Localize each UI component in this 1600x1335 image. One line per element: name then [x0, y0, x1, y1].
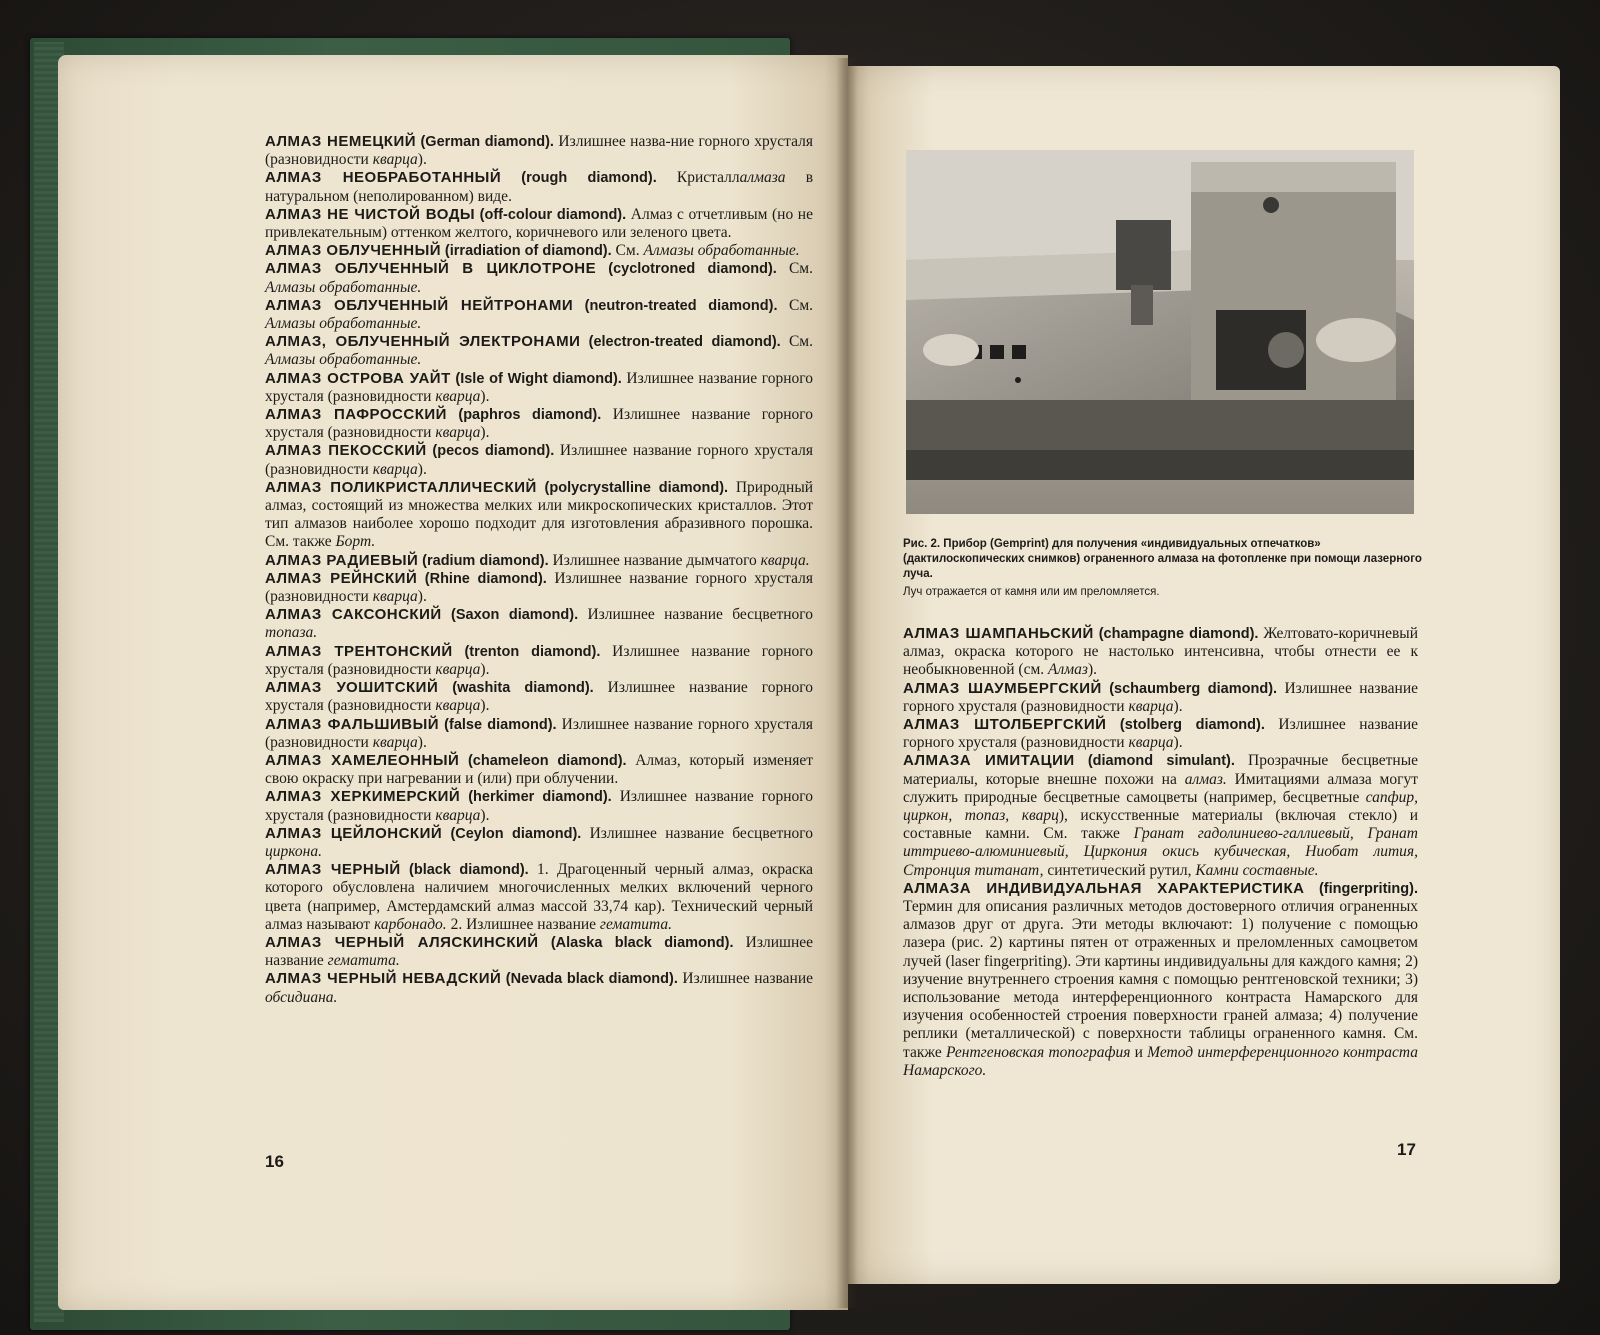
entry-definition-text: Излишнее назва-	[553, 133, 671, 150]
entry-definition-text: См.	[776, 260, 813, 278]
entry-cross-reference: циркона.	[265, 842, 322, 860]
entry-headword: АЛМАЗ ПАФРОССКИЙ	[265, 406, 447, 424]
entry-english-term: (neutron-treated diamond).	[584, 297, 778, 314]
entry-english-term: (cyclotroned diamond).	[608, 261, 777, 278]
entry-definition-text: Термин для описания различных методов достоверного отличия ограненных алмазов друг от друга. Эти методы включают: 1) получение с помощью лазера (рис. 2) картины пятен от отраженных и преломленных самоцветом лучей (laser fingerpriting). Эти картины индивидуальны для каждого камня; 2) изучение внутреннего строения камня с помощью рентгеновской техники; 3) использование метода интерференционного контраста Намарского для изучения особенностей строения поверхности граней алмаза; 4) получение реплики (металлической) с поверхности таблицы ограненного камня. См. также	[903, 898, 1418, 1061]
page-number-right: 17	[1397, 1140, 1416, 1159]
entry-definition-text: Излишнее название горного хрусталя (разновидности	[265, 406, 813, 442]
entry-headword: АЛМАЗ ЧЕРНЫЙ	[265, 861, 401, 879]
entry-english-term: (diamond simulant).	[1087, 753, 1235, 770]
entry-definition-text: Имитациями алмаза могут служить природные бесцветные самоцветы (например, бесцветные	[903, 770, 1418, 806]
entry-definition-text: Излишнее название горного хрусталя (разновидности	[903, 716, 1418, 752]
entry-headword: АЛМАЗ ПОЛИКРИСТАЛЛИЧЕСКИЙ	[265, 478, 537, 496]
dictionary-entry	[265, 570, 813, 606]
dictionary-entry	[265, 442, 813, 478]
entry-cross-reference: Рентгеновская топография	[945, 1043, 1131, 1061]
entry-cross-reference: Алмазы обработанные.	[265, 351, 422, 369]
entry-english-term: (electron-treated diamond).	[588, 334, 781, 351]
entry-definition-text: Природный алмаз, состоящий из множества мелких или микроскопических кристаллов. Этот тип алмазов наиболее хорошо подходит для изготовления абразивного порошка. См. также	[265, 478, 814, 551]
entry-definition-text: Кристалл	[656, 169, 740, 187]
dictionary-entry	[265, 788, 813, 824]
right-page-text	[903, 625, 1418, 1080]
entry-english-term: (Rhine diamond).	[424, 570, 547, 587]
dictionary-entry	[265, 679, 813, 715]
entry-definition-text: Алмаз, который изменяет свою окраску при нагревании и (или) при облучении.	[265, 751, 813, 788]
entry-definition-text: ).	[1173, 697, 1183, 715]
entry-definition-text: ние горного хрусталя (разновидности	[265, 133, 813, 169]
dictionary-entry	[903, 880, 1418, 1080]
dictionary-entry	[265, 133, 813, 169]
entry-definition-text: ).	[480, 697, 490, 715]
dictionary-entry	[265, 752, 813, 788]
dictionary-entry	[265, 934, 813, 970]
entry-definition-text: Излишнее название	[265, 933, 814, 970]
entry-english-term: (schaumberg diamond).	[1109, 680, 1278, 697]
dictionary-entry	[265, 297, 813, 333]
dictionary-entry	[903, 625, 1418, 680]
entry-cross-reference: сапфир, циркон, топаз, кварц	[903, 788, 1418, 825]
entry-cross-reference: кварца	[435, 387, 481, 405]
entry-headword: АЛМАЗ САКСОНСКИЙ	[265, 606, 442, 624]
dictionary-entry	[265, 552, 813, 570]
entry-headword: АЛМАЗ НЕМЕЦКИЙ	[265, 133, 417, 150]
entry-definition-text: ).	[1087, 661, 1097, 679]
entry-headword: АЛМАЗ ТРЕНТОНСКИЙ	[265, 642, 453, 660]
dictionary-entry	[265, 643, 813, 679]
entry-definition-text: в натуральном (неполированном) виде.	[265, 169, 814, 205]
entry-headword: АЛМАЗ, ОБЛУЧЕННЫЙ ЭЛЕКТРОНАМИ	[265, 333, 581, 351]
entry-english-term: (herkimer diamond).	[468, 789, 612, 806]
entry-english-term: (Nevada black diamond).	[505, 971, 678, 988]
dictionary-entry	[265, 606, 813, 642]
entry-definition-text: ).	[417, 733, 427, 751]
entry-cross-reference: гематита.	[599, 915, 673, 933]
dictionary-entry	[265, 333, 813, 369]
dictionary-entry	[265, 716, 813, 752]
entry-english-term: (black diamond).	[409, 862, 529, 879]
dictionary-entry	[903, 716, 1418, 752]
entry-definition-text: ).	[480, 424, 490, 442]
entry-english-term: (champagne diamond).	[1098, 626, 1259, 642]
entry-definition-text: ).	[480, 660, 490, 678]
entry-definition-text: Излишнее название горного хрусталя (разновидности	[265, 642, 813, 678]
figure-caption	[903, 537, 1423, 600]
entry-english-term: (radium diamond).	[422, 552, 549, 569]
dictionary-entry	[265, 970, 813, 1006]
entry-definition-text: См.	[780, 333, 813, 351]
entry-definition-text: ), искусственные материалы (включая стекло) и составные камни. См. также	[903, 807, 1418, 843]
dictionary-entry	[265, 825, 813, 861]
entry-cross-reference: кварца	[1128, 697, 1174, 715]
entry-headword: АЛМАЗ ФАЛЬШИВЫЙ	[265, 715, 440, 733]
entry-headword: АЛМАЗ НЕОБРАБОТАННЫЙ	[265, 169, 502, 187]
entry-english-term: (polycrystalline diamond).	[544, 479, 729, 496]
entry-definition-text: Излишнее название горного хрусталя (разновидности	[265, 788, 814, 824]
dictionary-entry	[265, 169, 813, 205]
entry-cross-reference: топаза.	[265, 624, 318, 642]
entry-english-term: (fingerpriting).	[1318, 880, 1419, 897]
entry-definition-text: Прозрачные бесцветные материалы, которые внешне похожи на	[903, 752, 1418, 788]
page-number-left: 16	[265, 1152, 284, 1171]
entry-headword: АЛМАЗ ЦЕЙЛОНСКИЙ	[265, 824, 443, 842]
entry-cross-reference: обсидиана.	[265, 988, 338, 1006]
entry-headword: АЛМАЗ ОБЛУЧЕННЫЙ НЕЙТРОНАМИ	[265, 296, 574, 314]
entry-english-term: (Ceylon diamond).	[450, 825, 582, 842]
entry-definition-text: Излишнее название дымчатого	[548, 551, 761, 569]
entry-definition-text: и	[1130, 1043, 1148, 1061]
entry-definition-text: Излишнее название бесцветного	[581, 824, 813, 842]
entry-definition-text: Излишнее название горного хрусталя (разновидности	[265, 442, 813, 478]
entry-headword: АЛМАЗ ХЕРКИМЕРСКИЙ	[265, 788, 461, 806]
dictionary-entry	[265, 406, 813, 442]
entry-cross-reference: алмаз.	[1184, 770, 1227, 788]
entry-cross-reference: Борт.	[335, 533, 376, 551]
entry-cross-reference: кварца	[435, 697, 481, 715]
entry-english-term: (Saxon diamond).	[451, 607, 579, 624]
entry-definition-text: ).	[417, 588, 427, 606]
entry-definition-text: Алмаз с отчетливым (но не привлекательным) оттенком желтого, коричневого или зеленого цвета.	[265, 205, 813, 242]
dictionary-entry	[265, 260, 813, 296]
entry-definition-text: 2. Излишнее название	[446, 915, 600, 933]
entry-english-term: (false diamond).	[444, 716, 557, 733]
entry-definition-text: Излишнее название	[677, 970, 813, 988]
entry-cross-reference: кварца	[372, 588, 418, 606]
entry-definition-text: ).	[417, 151, 427, 169]
entry-english-term: (irradiation of diamond).	[444, 243, 612, 260]
dictionary-entry	[265, 206, 813, 242]
entry-definition-text: Желтовато-коричневый алмаз, окраска которого не настолько интенсивна, чтобы отнести ее к необыкновенной (см.	[903, 625, 1418, 679]
dictionary-entry	[265, 479, 813, 552]
entry-english-term: (off-colour diamond).	[479, 206, 627, 223]
figure-caption-note: Луч отражается от камня или им преломляется.	[903, 586, 1160, 598]
entry-headword: АЛМАЗ ПЕКОССКИЙ	[265, 442, 427, 460]
dictionary-entry	[265, 370, 813, 406]
dictionary-entry	[903, 752, 1418, 879]
entry-english-term: (trenton diamond).	[464, 643, 601, 660]
entry-headword: АЛМАЗ ЧЕРНЫЙ НЕВАДСКИЙ	[265, 970, 502, 988]
figure-caption-title: Рис. 2. Прибор (Gemprint) для получения «индивидуальных отпечатков» (дактилоскопических снимков) ограненного алмаза на фотопленке при помощи лазерного луча.	[903, 538, 1422, 580]
entry-definition-text: Излишнее название горного хрусталя (разновидности	[265, 715, 813, 751]
entry-headword: АЛМАЗ НЕ ЧИСТОЙ ВОДЫ	[265, 205, 476, 223]
entry-headword: АЛМАЗ ШАУМБЕРГСКИЙ	[903, 679, 1102, 697]
entry-cross-reference: алмаза	[739, 169, 786, 187]
entry-definition-text: Излишнее название горного хрусталя (разновидности	[265, 569, 813, 606]
entry-english-term: (German diamond).	[420, 134, 554, 150]
entry-cross-reference: Алмазы обработанные.	[265, 278, 422, 296]
entry-cross-reference: Гранат гадолиниево-галлиевый, Гранат иттриево-алюминиевый, Циркония окись кубическая, Ниобат лития, Стронция титанат,	[903, 825, 1418, 879]
entry-cross-reference: кварца.	[760, 551, 810, 569]
entry-headword: АЛМАЗ ЧЕРНЫЙ АЛЯСКИНСКИЙ	[265, 933, 539, 951]
entry-definition-text: Излишнее название горного хрусталя (разновидности	[265, 679, 813, 715]
entry-cross-reference: кварца	[372, 460, 418, 478]
entry-cross-reference: Алмазы обработанные.	[265, 315, 422, 333]
entry-english-term: (stolberg diamond).	[1119, 717, 1265, 734]
entry-definition-text: Излишнее название горного хрусталя (разновидности	[265, 369, 814, 405]
entry-cross-reference: кварца	[435, 806, 481, 824]
entry-cross-reference: кварца	[435, 424, 481, 442]
entry-definition-text: См.	[777, 296, 814, 314]
entry-cross-reference: Алмазы обработанные.	[643, 242, 800, 260]
entry-cross-reference: кварца	[372, 151, 418, 169]
entry-headword: АЛМАЗ ШАМПАНЬСКИЙ	[903, 625, 1094, 642]
entry-cross-reference: кварца	[435, 660, 481, 678]
entry-cross-reference: кварца	[1128, 734, 1174, 752]
entry-headword: АЛМАЗ ХАМЕЛЕОННЫЙ	[265, 751, 460, 769]
dictionary-entry	[265, 242, 813, 260]
entry-definition-text: ).	[480, 387, 490, 405]
entry-english-term: (pecos diamond).	[432, 443, 555, 460]
entry-definition-text: См.	[611, 242, 644, 260]
entry-definition-text: Излишнее название горного хрусталя (разновидности	[903, 679, 1418, 715]
entry-english-term: (washita diamond).	[452, 680, 594, 697]
entry-definition-text: ).	[417, 460, 427, 478]
entry-english-term: (chameleon diamond).	[467, 752, 627, 769]
entry-headword: АЛМАЗА ИНДИВИДУАЛЬНАЯ ХАРАКТЕРИСТИКА	[903, 879, 1305, 897]
entry-definition-text: Излишнее название бесцветного	[578, 606, 813, 624]
entry-headword: АЛМАЗ РАДИЕВЫЙ	[265, 551, 419, 569]
book-gutter	[836, 58, 858, 1308]
entry-headword: АЛМАЗ ОБЛУЧЕННЫЙ В ЦИКЛОТРОНЕ	[265, 260, 597, 278]
entry-cross-reference: карбонадо.	[374, 915, 447, 933]
entry-headword: АЛМАЗ УОШИТСКИЙ	[265, 679, 439, 697]
entry-headword: АЛМАЗ ОСТРОВА УАЙТ	[265, 369, 451, 387]
entry-english-term: (Isle of Wight diamond).	[455, 370, 622, 387]
left-page-text	[265, 133, 813, 1007]
entry-definition-text: ).	[480, 806, 490, 824]
entry-cross-reference: Алмаз	[1048, 661, 1088, 679]
entry-cross-reference: гематита.	[327, 952, 400, 970]
entry-headword: АЛМАЗ РЕЙНСКИЙ	[265, 569, 418, 587]
entry-cross-reference: Метод интерференционного контраста Намарского.	[903, 1043, 1418, 1079]
entry-english-term: (paphros diamond).	[458, 407, 602, 424]
entry-headword: АЛМАЗА ИМИТАЦИИ	[903, 752, 1075, 770]
entry-definition-text: синтетический рутил,	[1043, 861, 1196, 879]
entry-definition-text: 1. Драгоценный черный алмаз, окраска которого обусловлена наличием многочисленных мелких включений черного цвета (например, Амстердамский алмаз массой 33,74 кар). Технический черный алмаз называют	[265, 861, 813, 933]
entry-cross-reference: кварца	[372, 733, 418, 751]
entry-cross-reference: Камни составные.	[1195, 861, 1319, 879]
dictionary-entry	[265, 861, 813, 934]
entry-headword: АЛМАЗ ОБЛУЧЕННЫЙ	[265, 242, 442, 260]
figure-photo-gemprint-device	[906, 150, 1414, 514]
entry-definition-text: ).	[1173, 734, 1183, 752]
entry-english-term: (Alaska black diamond).	[550, 934, 734, 951]
entry-headword: АЛМАЗ ШТОЛБЕРГСКИЙ	[903, 716, 1107, 734]
entry-english-term: (rough diamond).	[521, 170, 657, 187]
dictionary-entry	[903, 680, 1418, 716]
